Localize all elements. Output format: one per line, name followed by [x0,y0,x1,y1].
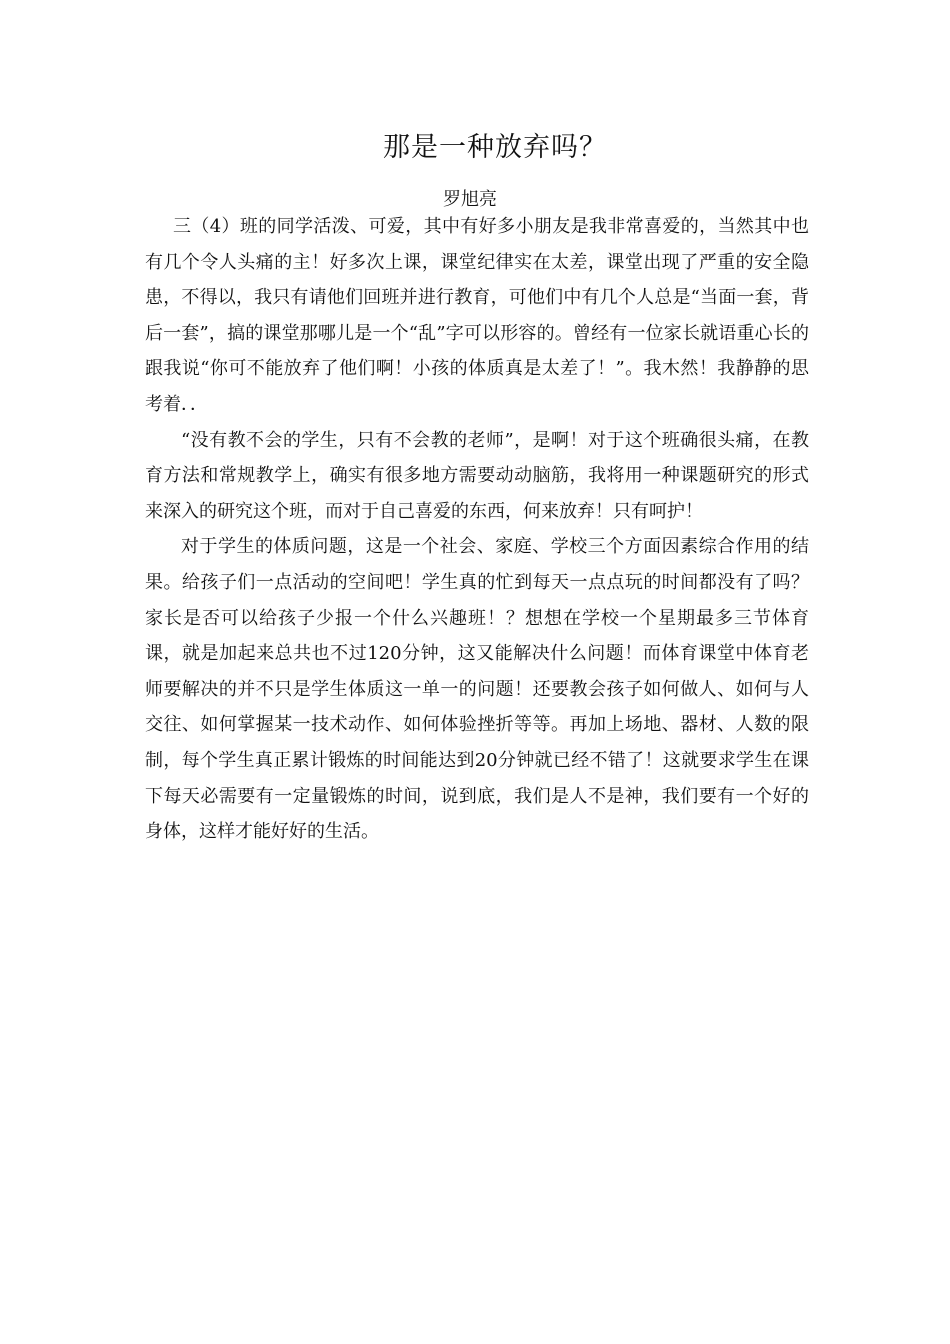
document-body [145,209,809,850]
paragraph-3: 对于学生的体质问题，这是一个社会、家庭、学校三个方面因素综合作用的结果。给孩子们一点活动的空间吧！学生真的忙到每天一点点玩的时间都没有了吗？家长是否可以给孩子少报一个什么兴趣班！？想想在学校一个星期最多三节体育课，就是加起来总共也不过120分钟，这又能解决什么问题！而体育课堂中体育老师要解决的并不只是学生体质这一单一的问题！还要教会孩子如何做人、如何与人交往、如何掌握某一技术动作、如何体验挫折等等。再加上场地、器材、人数的限制，每个学生真正累计锻炼的时间能达到20分钟就已经不错了！这就要求学生在课下每天必需要有一定量锻炼的时间，说到底，我们是人不是神，我们要有一个好的身体，这样才能好好的生活。 [145,536,809,843]
paragraph-2: “没有教不会的学生，只有不会教的老师”，是啊！对于这个班确很头痛，在教育方法和常规教学上，确实有很多地方需要动动脑筋，我将用一种课题研究的形式来深入的研究这个班，而对于自己喜爱的东西，何来放弃！只有呵护！ [145,429,809,522]
document-title: 那是一种放弃吗？ [383,132,607,163]
paragraph-1: 三（4）班的同学活泼、可爱，其中有好多小朋友是我非常喜爱的，当然其中也有几个令人头痛的主！好多次上课，课堂纪律实在太差，课堂出现了严重的安全隐患，不得以，我只有请他们回班并进行教育，可他们中有几个人总是“当面一套，背后一套”，搞的课堂那哪儿是一个“乱”字可以形容的。曾经有一位家长就语重心长的跟我说“你可不能放弃了他们啊！小孩的体质真是太差了！”。我木然！我静静的思考着．． [145,216,809,415]
document-author: 罗旭亮 [443,189,497,210]
